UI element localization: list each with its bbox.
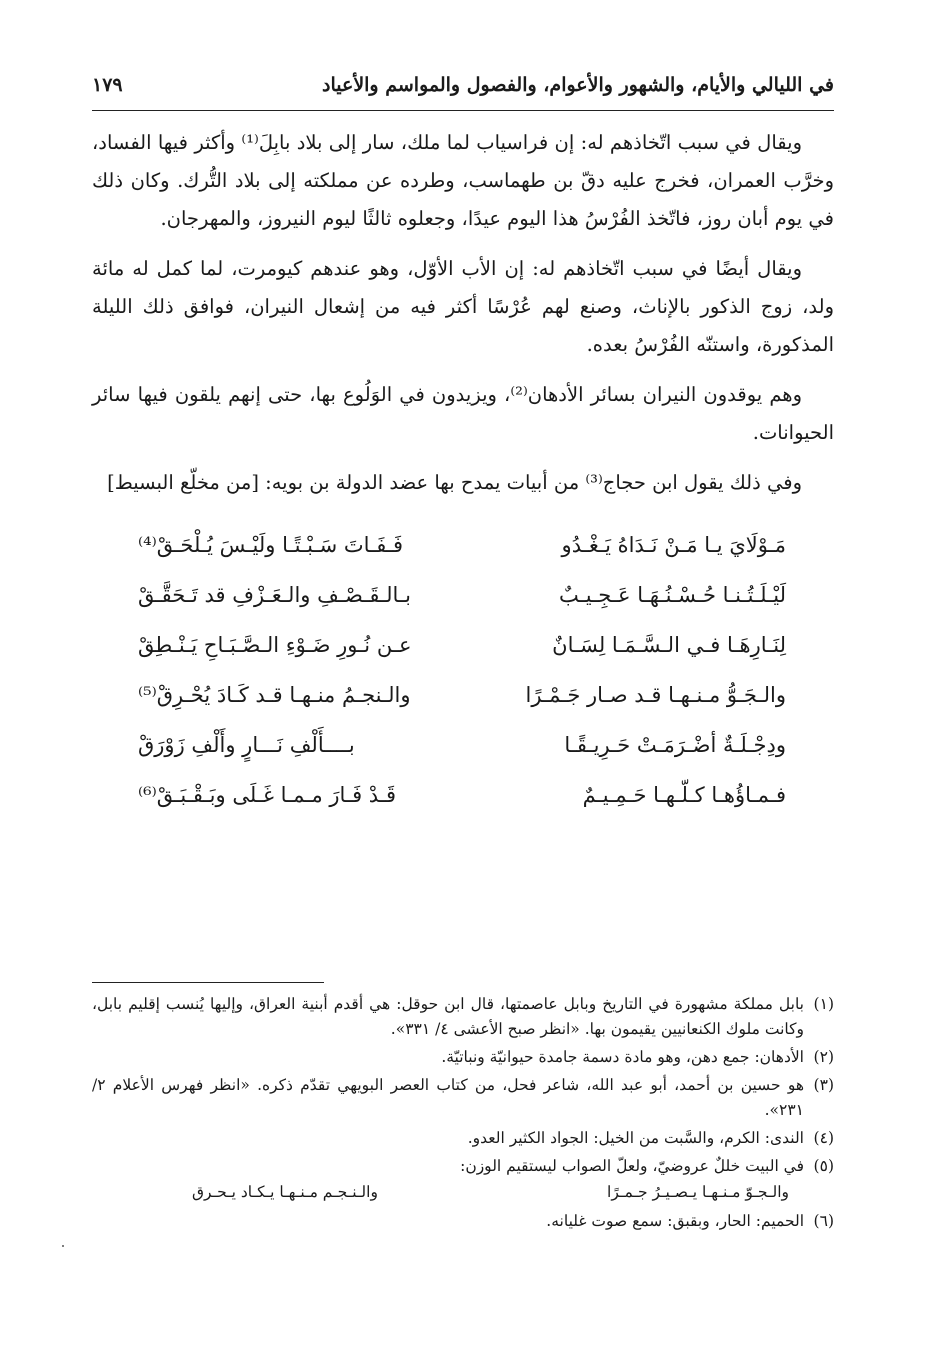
verse-second-hemistich: بــــأَلْفِ نَـــارٍ وأَلْفِ زَوْرَقْ <box>138 733 355 757</box>
scan-speck <box>62 1245 64 1247</box>
verse-line <box>92 620 834 670</box>
footnote-number: (٥) <box>813 1157 834 1175</box>
verse-line <box>92 520 834 570</box>
footnote-text: الأدهان: جمع دهن، وهو مادة دسمة جامدة حيوانيّة ونباتيّة. <box>441 1048 804 1066</box>
verse-first-hemistich: فـمـاؤُهـا كـلّـهـا حَـمِـيـمٌ <box>582 783 786 807</box>
verse-line <box>92 770 834 820</box>
footnote <box>92 1045 834 1070</box>
paragraph: وفي ذلك يقول ابن حجاج⁽³⁾ من أبيات يمدح بها عضد الدولة بن بويه: [من مخلّع البسيط] <box>107 471 802 494</box>
verse-first-hemistich: والـجَـوُّ مـنـهـا قـد صـار جَـمْـرًا <box>525 683 786 707</box>
verse-first-hemistich: لَيْـلَـتُـنـا حُـسْـنُـهَـا عَـجِـيـبٌ <box>559 583 786 607</box>
footnote <box>92 992 834 1042</box>
footnote-number: (٤) <box>813 1129 834 1147</box>
paragraph: وهم يوقدون النيران بسائر الأدهان⁽²⁾، ويزيدون في الوَلُوع بها، حتى إنهم يلقون فيها سائر الحيوانات. <box>92 383 834 444</box>
verse-line <box>92 670 834 720</box>
verse-line <box>92 720 834 770</box>
footnotes <box>92 992 834 1237</box>
footnote <box>92 1209 834 1234</box>
footnote-number: (٣) <box>813 1076 834 1094</box>
footnote-verse <box>92 1180 834 1205</box>
verse-first-hemistich: لِنَـارِهَـا فـي الـسَّـمَـا لِسَـانٌ <box>552 633 786 657</box>
main-text <box>92 124 834 820</box>
footnote-text: هو حسين بن أحمد، أبو عبد الله، شاعر فحل، من كتاب العصر البويهي تقدّم ذكره. «انظر فهرس الأعلام ٢/ ٢٣١». <box>92 1076 804 1119</box>
footnote-text: في البيت خللٌ عروضيّ، ولعلّ الصواب ليستقيم الوزن: <box>460 1157 804 1175</box>
verse-second-hemistich: بـالـقَـصْـفِ والـعَـزْفِ قد تَـحَقَّـقْ <box>138 583 411 607</box>
footnote-text: الندى: الكرم، والسَّبت من الخيل: الجواد الكثير العدو. <box>467 1129 804 1147</box>
footnote-verse-second-hemistich: والـنـجـم مـنـهـا يـكـاد يـحـرق <box>192 1183 378 1201</box>
book-page <box>92 70 834 1350</box>
footnote-number: (١) <box>813 995 834 1013</box>
verse-second-hemistich: عـن نُـورِ ضَـوْءِ الـصَّـبَـاحِ يَـنْـطِقْ <box>138 633 412 657</box>
verse-first-hemistich: ودِجْـلَـةٌ أضْـرَمَـتْ حَـرِيـقًـا <box>564 733 786 757</box>
verse-second-hemistich: فَـفَـاتَ سَـبْـتًـا ولَيْـسَ يُـلْحَـقْ⁽⁴⁾ <box>138 533 404 557</box>
footnote-verse-first-hemistich: والـجـوّ مـنـهـا يـصـيـرُ جـمـرًا <box>607 1183 789 1201</box>
verse-line <box>92 570 834 620</box>
footnote-text: بابل مملكة مشهورة في التاريخ وبابل عاصمتها، قال ابن حوقل: هي أقدم أبنية العراق، وإليها يُنسب إقليم بابل، وكانت ملوك الكنعانيين يقيمون بها. «انظر صبح الأعشى ٤/ ٣٣١». <box>92 995 804 1038</box>
footnote-number: (٢) <box>813 1048 834 1066</box>
running-title: في الليالي والأيام، والشهور والأعوام، والفصول والمواسم والأعياد <box>322 74 834 96</box>
paragraph: ويقال في سبب اتّخاذهم له: إن فراسياب لما ملك، سار إلى بلاد بابِلَ⁽¹⁾ وأكثر فيها الفساد، وخرَّب العمران، فخرج عليه دقّ بن طهماسب، وطرده عن مملكته إلى بلاد التُّرك. وكان ذلك في يوم أبان روز، فاتّخذ الفُرْسُ هذا اليوم عيدًا، وجعلوه ثالثًا ليوم النيروز، والمهرجان. <box>92 131 834 230</box>
verse-second-hemistich: قَـدْ فَـارَ مـمـا غَـلَى وبَـقْـبَـقْ⁽⁶⁾ <box>138 783 396 807</box>
footnote <box>92 1126 834 1151</box>
poem <box>92 520 834 820</box>
page-number: ١٧٩ <box>92 74 123 96</box>
verse-second-hemistich: والـنجـمُ منـهـا قـد كَـادَ يُحْـرِقْ⁽⁵⁾ <box>138 683 411 707</box>
verse-first-hemistich: مَـوْلَايَ يـا مَـنْ نَـدَاهُ يَـغْـدُو <box>561 533 786 557</box>
footnote-separator <box>92 982 324 983</box>
page-header <box>92 70 834 111</box>
footnote <box>92 1073 834 1123</box>
footnote-number: (٦) <box>813 1212 834 1230</box>
footnote <box>92 1154 834 1179</box>
footnote-text: الحميم: الحار، وبقبق: سمع صوت غليانه. <box>546 1212 804 1230</box>
paragraph: ويقال أيضًا في سبب اتّخاذهم له: إن الأب الأوّل، وهو عندهم كيومرت، لما كمل له مائة ولد، زوج الذكور بالإناث، وصنع لهم عُرْسًا أكثر فيه من إشعال النيران، فوافق ذلك الليلة المذكورة، واستنّه الفُرْسُ بعده. <box>92 257 834 356</box>
